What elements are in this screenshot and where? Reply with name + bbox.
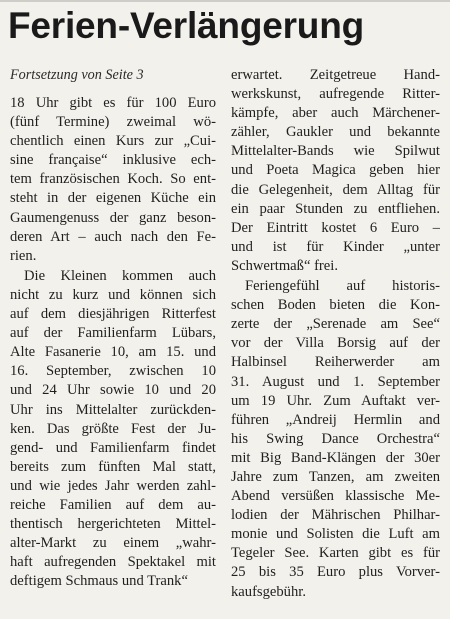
text-line: Der Eintritt kostet 6 Euro – xyxy=(231,219,440,236)
text-line: kämpfe, aber auch Märchener- xyxy=(231,105,440,122)
text-line: alter-Markt zu einem „wahr- xyxy=(10,535,216,552)
text-line: Mittelalter-Bands wie Spilwut xyxy=(231,143,440,160)
text-line: und ist für Kinder „unter xyxy=(231,238,440,255)
text-line: (fünf Termine) zweimal wö- xyxy=(10,114,216,131)
text-line: und Poeta Magica geben hier xyxy=(231,162,440,179)
left-column-body xyxy=(10,94,216,591)
text-line: 25 bis 35 Euro plus Vorver- xyxy=(231,564,440,581)
text-line: sine française“ inklusive ech- xyxy=(10,152,216,169)
text-line: nicht zu kurz und können sich xyxy=(10,286,216,303)
text-line: zähler, Gaukler und bekannte xyxy=(231,124,440,141)
text-line: um 19 Uhr. Zum Auftakt ver- xyxy=(231,392,440,409)
text-line: Gaumengenuss der ganz beson- xyxy=(10,209,216,226)
text-line: schen Boden bieten die Kon- xyxy=(231,297,440,314)
text-line: und wie jedes Jahr werden zahl- xyxy=(10,477,216,494)
text-line: rien. xyxy=(10,247,37,264)
text-line: Die Kleinen kommen auch xyxy=(24,267,216,284)
text-line: steht in der eigenen Küche ein xyxy=(10,190,216,207)
text-line: ein paar Stunden zu entfliehen. xyxy=(231,200,440,217)
text-line: Feriengefühl auf historis- xyxy=(245,278,440,295)
text-line: auf der Familienfarm Lübars, xyxy=(10,325,216,342)
text-line: Jahre zum Tanzen, am zweiten xyxy=(231,468,440,485)
article-paragraph xyxy=(231,66,440,276)
text-line: Uhr ins Mittelalter zurückden- xyxy=(10,401,216,418)
text-line: chentlich einen Kurs zur „Cui- xyxy=(10,133,216,150)
text-line: die Gelegenheit, dem Alltag für xyxy=(231,181,440,198)
article-paragraph xyxy=(10,267,216,592)
text-line: Tegeler See. Karten gibt es für xyxy=(231,545,440,562)
left-column xyxy=(10,66,216,591)
text-line: vor der Villa Borsig auf der xyxy=(231,335,440,352)
text-line: führen „Andreij Hermlin and xyxy=(231,411,440,428)
text-line: bereits zum fünften Mal statt, xyxy=(10,458,216,475)
text-line: zerte der „Serenade am See“ xyxy=(231,316,440,333)
text-line: 31. August und 1. September xyxy=(231,373,440,390)
text-line: thentisch hergerichteten Mittel- xyxy=(10,516,216,533)
headline: Ferien-Verlängerung xyxy=(8,5,365,46)
text-line: auf dem diesjährigen Ritterfest xyxy=(10,306,216,323)
text-line: his Swing Dance Orchestra“ xyxy=(231,430,440,447)
text-line: 16. September, zwischen 10 xyxy=(10,363,216,380)
text-line: und 24 Uhr sowie 10 und 20 xyxy=(10,382,216,399)
text-line: haft aufregenden Spektakel mit xyxy=(10,554,216,571)
text-line: erwartet. Zeitgetreue Hand- xyxy=(231,67,440,83)
text-line: 18 Uhr gibt es für 100 Euro xyxy=(10,95,216,111)
continuation-kicker: Fortsetzung von Seite 3 xyxy=(10,67,144,83)
text-line: Halbinsel Reiherwerder am xyxy=(231,354,440,371)
text-line: Abend versüßen klassische Me- xyxy=(231,488,440,505)
text-line: tem französischen Koch. So ent- xyxy=(10,171,216,188)
article-paragraph xyxy=(231,277,440,602)
text-line: Schwertmaß“ frei. xyxy=(231,257,338,274)
text-line: werkskunst, aufregende Ritter- xyxy=(231,86,440,103)
text-line: Alte Fasanerie 10, am 15. und xyxy=(10,344,216,361)
text-line: deren Art – auch nach den Fe- xyxy=(10,228,216,245)
text-line: reiche Familien auf dem au- xyxy=(10,496,216,513)
article-paragraph xyxy=(10,94,216,266)
text-line: ken. Das größte Fest der Ju- xyxy=(10,420,216,437)
text-line: monie und Solisten die Luft am xyxy=(231,526,440,543)
text-line: lodien der Mährischen Philhar- xyxy=(231,507,440,524)
text-line: gend- und Familienfarm findet xyxy=(10,439,216,456)
right-column xyxy=(231,66,440,602)
text-line: kaufsgebühr. xyxy=(231,583,306,600)
text-line: deftigem Schmaus und Trank“ xyxy=(10,573,188,590)
right-column-body xyxy=(231,66,440,602)
text-line: mit Big Band-Klängen der 30er xyxy=(231,449,440,466)
